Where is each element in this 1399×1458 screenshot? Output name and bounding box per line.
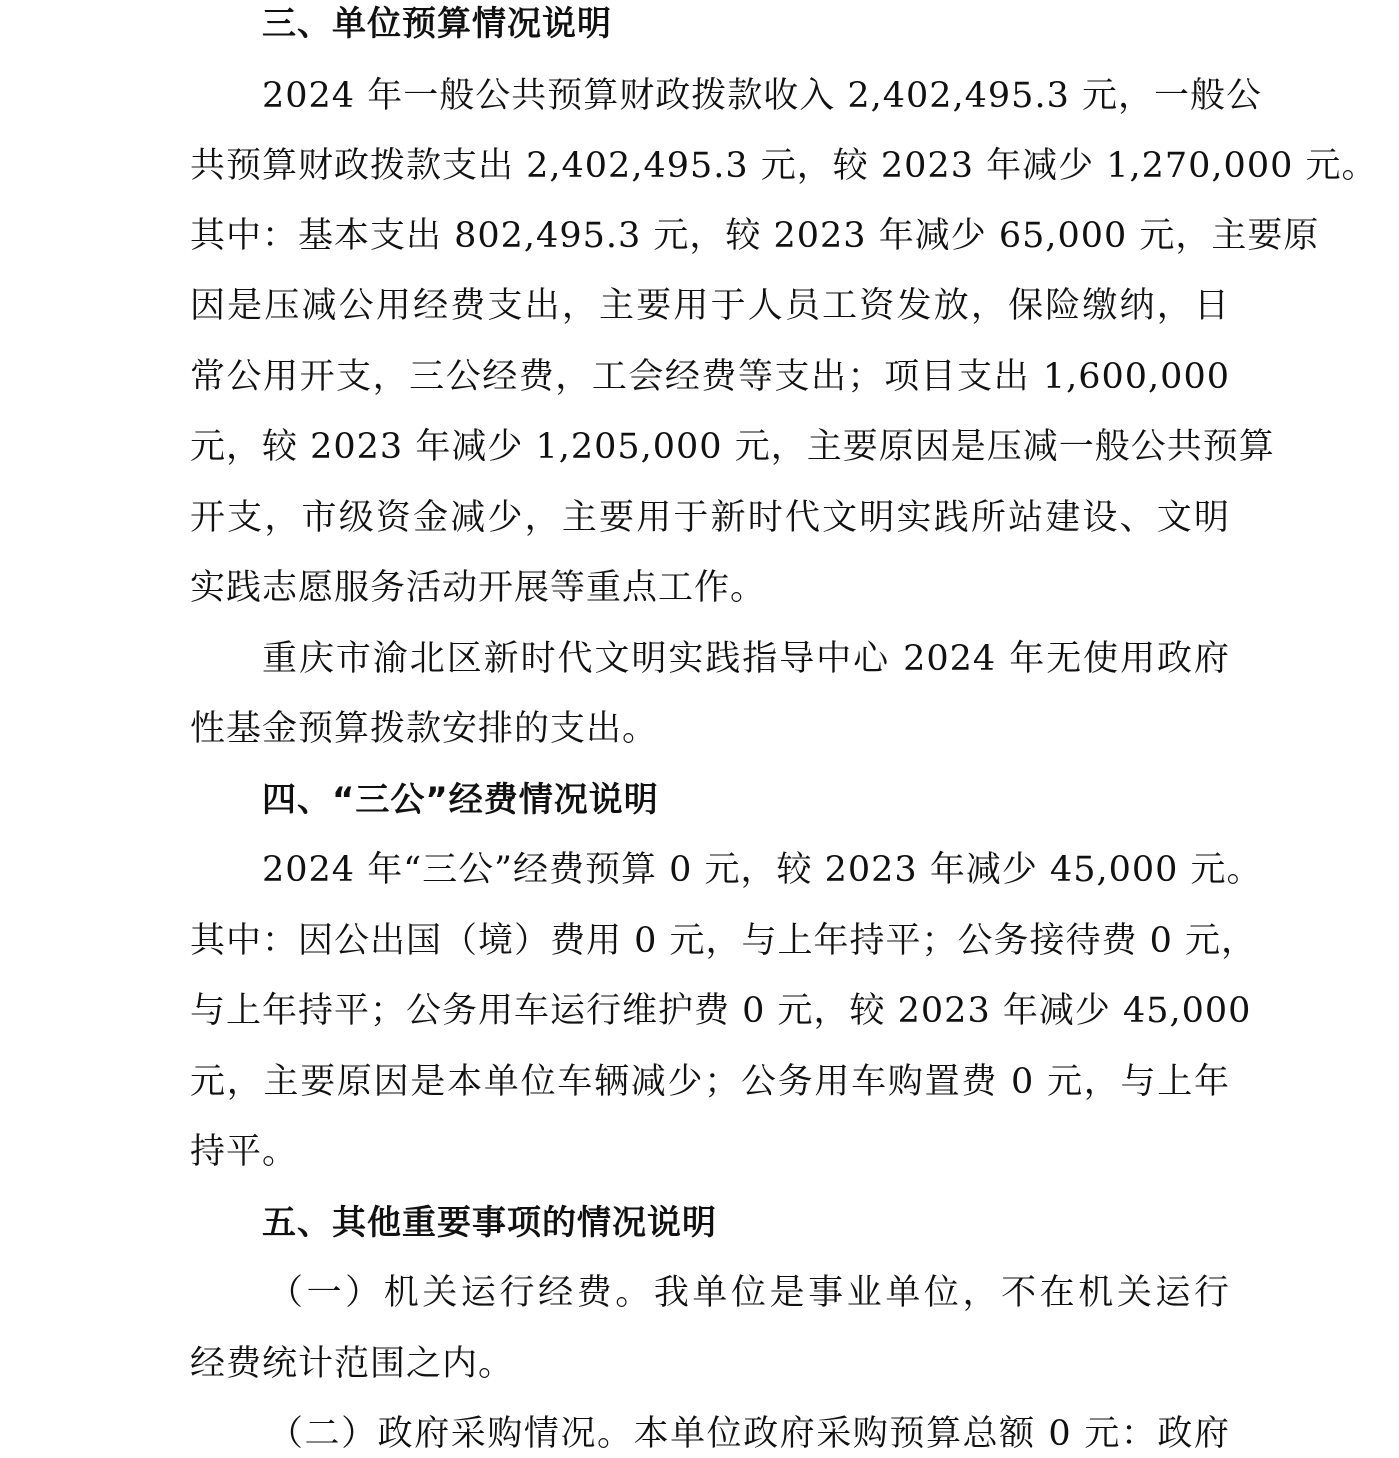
paragraph-line: 2024 年一般公共预算财政拨款收入 2,402,495.3 元，一般公 bbox=[262, 76, 1262, 116]
paragraph-line: 其中：基本支出 802,495.3 元，较 2023 年减少 65,000 元，主要原 bbox=[190, 216, 1320, 256]
section-heading-other-matters: 五、其他重要事项的情况说明 bbox=[262, 1203, 717, 1243]
paragraph-line: 因是压减公用经费支出，主要用于人员工资发放，保险缴纳，日 bbox=[190, 286, 1230, 326]
paragraph-line: （一）机关运行经费。我单位是事业单位，不在机关运行 bbox=[268, 1273, 1230, 1313]
paragraph-line: 开支，市级资金减少，主要用于新时代文明实践所站建设、文明 bbox=[190, 498, 1230, 538]
paragraph-line: 元，主要原因是本单位车辆减少；公务用车购置费 0 元，与上年 bbox=[190, 1062, 1230, 1102]
section-heading-unit-budget: 三、单位预算情况说明 bbox=[262, 4, 612, 44]
paragraph-line: 2024 年“三公”经费预算 0 元，较 2023 年减少 45,000 元。 bbox=[262, 850, 1263, 890]
paragraph-line: 性基金预算拨款安排的支出。 bbox=[190, 709, 659, 749]
paragraph-line: 元，较 2023 年减少 1,205,000 元，主要原因是压减一般公共预算 bbox=[190, 427, 1275, 467]
paragraph-line: 与上年持平；公务用车运行维护费 0 元，较 2023 年减少 45,000 bbox=[190, 991, 1252, 1031]
paragraph-line: 经费统计范围之内。 bbox=[190, 1344, 515, 1384]
paragraph-line: 其中：因公出国（境）费用 0 元，与上年持平；公务接待费 0 元， bbox=[190, 921, 1258, 961]
paragraph-line: 常公用开支，三公经费，工会经费等支出；项目支出 1,600,000 bbox=[190, 357, 1230, 397]
paragraph-line: （二）政府采购情况。本单位政府采购预算总额 0 元：政府 bbox=[268, 1414, 1230, 1454]
section-heading-three-public-expenses: 四、“三公”经费情况说明 bbox=[262, 780, 659, 820]
paragraph-line: 实践志愿服务活动开展等重点工作。 bbox=[190, 568, 767, 608]
paragraph-line: 共预算财政拨款支出 2,402,495.3 元，较 2023 年减少 1,270,000 元。 bbox=[190, 146, 1378, 186]
paragraph-line: 持平。 bbox=[190, 1132, 299, 1172]
paragraph-line: 重庆市渝北区新时代文明实践指导中心 2024 年无使用政府 bbox=[262, 639, 1230, 679]
